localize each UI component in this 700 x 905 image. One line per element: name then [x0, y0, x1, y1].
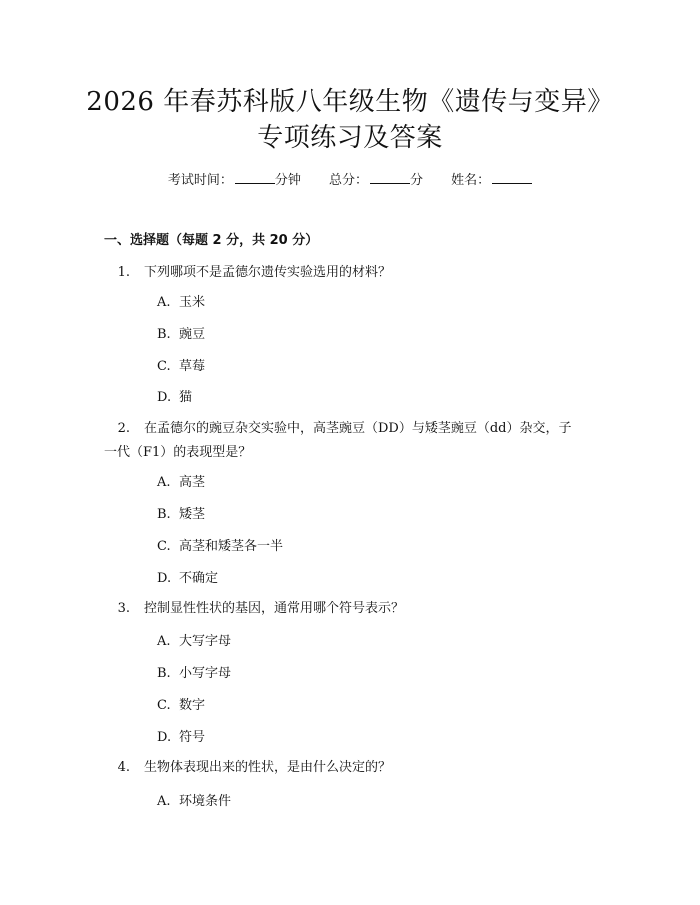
question-text: 下列哪项不是孟德尔遗传实验选用的材料？	[144, 265, 392, 280]
exam-time	[168, 170, 301, 190]
question-2-continued	[104, 441, 600, 465]
document-title-line1: 2026 年春苏科版八年级生物《遗传与变异》	[86, 87, 614, 117]
exam-time-unit: 分钟	[274, 173, 301, 188]
total-score-unit: 分	[410, 173, 424, 188]
question-number: 1.	[117, 265, 130, 280]
total-score-blank	[370, 170, 410, 184]
exam-time-blank	[235, 170, 275, 184]
question-3-option-c: C. 数字	[157, 698, 206, 713]
student-name	[451, 170, 532, 190]
question-2-option-c: C. 高茎和矮茎各一半	[157, 539, 284, 554]
question-3-option-a: A. 大写字母	[157, 634, 232, 649]
question-3	[104, 597, 600, 621]
exam-time-label: 考试时间：	[167, 173, 233, 188]
question-4-option-a: A. 环境条件	[157, 794, 232, 809]
question-number: 3.	[117, 601, 130, 616]
document-title-line2: 专项练习及答案	[257, 123, 443, 153]
student-name-label: 姓名：	[451, 173, 491, 188]
question-3-option-b: B. 小写字母	[157, 666, 232, 681]
question-2-option-d: D. 不确定	[157, 571, 219, 586]
question-3-option-d: D. 符号	[157, 730, 206, 745]
question-text-line2: 一代（F1）的表现型是？	[104, 445, 252, 460]
question-1	[104, 261, 600, 285]
question-2-option-a: A. 高茎	[157, 475, 206, 490]
question-1-option-d: D. 猫	[157, 390, 193, 405]
question-text: 控制显性性状的基因，通常用哪个符号表示？	[144, 601, 405, 616]
question-number: 4.	[117, 760, 130, 775]
question-text: 生物体表现出来的性状，是由什么决定的？	[144, 760, 392, 775]
exam-meta	[0, 170, 700, 190]
section-heading: 一、选择题（每题 2 分，共 20 分）	[104, 233, 319, 248]
question-text-line1: 在孟德尔的豌豆杂交实验中，高茎豌豆（DD）与矮茎豌豆（dd）杂交，子	[144, 421, 572, 436]
total-score	[329, 170, 423, 190]
question-2	[104, 417, 600, 441]
question-1-option-c: C. 草莓	[157, 359, 206, 374]
question-4	[104, 756, 600, 780]
question-1-option-a: A. 玉米	[157, 295, 206, 310]
total-score-label: 总分：	[328, 173, 368, 188]
question-2-option-b: B. 矮茎	[157, 507, 206, 522]
student-name-blank	[492, 170, 532, 184]
question-1-option-b: B. 豌豆	[157, 327, 206, 342]
question-number: 2.	[117, 421, 130, 436]
